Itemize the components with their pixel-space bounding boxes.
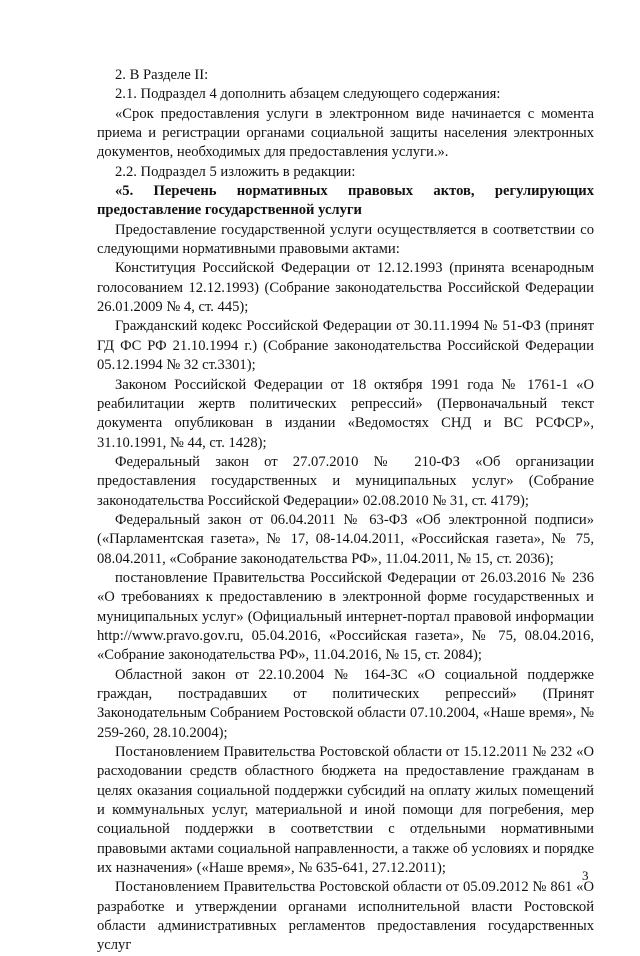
section-heading: 2. В Разделе II:	[115, 67, 209, 83]
legal-act-regional-decree-861: Постановлением Правительства Ростовской области от 05.09.2012 № 861 «О разработке и утверждении органами исполнительной власти Ростовской области административных регламентов предоставления государственных услуг	[97, 879, 594, 954]
added-paragraph: «Срок предоставления услуги в электронном виде начинается с момента приема и регистрации органами социальной защиты населения электронных документов, необходимых для предоставления услуги.».	[97, 105, 594, 161]
document-body	[97, 66, 594, 956]
subsection-4-instruction: 2.1. Подраздел 4 дополнить абзацем следующего содержания:	[115, 86, 501, 103]
legal-intro: Предоставление государственной услуги осуществляется в соответствии со следующими нормативными правовыми актами:	[97, 221, 594, 258]
legal-act-regional-decree-232: Постановлением Правительства Ростовской области от 15.12.2011 № 232 «О расходовании средств областного бюджета на предоставление гражданам в целях оказания социальной поддержки субсидий на оплату жилых помещений и коммунальных услуг, материальной и иной помощи для погребения, мер социальной поддержки в соответствии с отдельными нормативными правовыми актами социальной направленности, а также об условиях и порядке их назначения» («Наше время», № 635-641, 27.12.2011);	[97, 744, 594, 877]
legal-act-210-fz: Федеральный закон от 27.07.2010 № 210-ФЗ «Об организации предоставления государственных и муниципальных услуг» (Собрание законодательства Российской Федерации» 02.08.2010 № 31, ст. 4179);	[97, 453, 594, 509]
legal-act-government-decree-236: постановление Правительства Российской Федерации от 26.03.2016 № 236 «О требованиях к предоставлению в электронной форме государственных и муниципальных услуг» (Официальный интернет-портал правовой информации http://www.pravo.gov.ru, 05.04.2016, «Российская газета», № 75, 08.04.2016, «Собрание законодательства РФ», 11.04.2016, № 15, ст. 2084);	[97, 569, 594, 664]
legal-act-constitution: Конституция Российской Федерации от 12.12.1993 (принята всенародным голосованием 12.12.1993) (Собрание законодательства Российской Федерации 26.01.2009 № 4, ст. 445);	[97, 260, 594, 316]
subsection-5-title: «5. Перечень нормативных правовых актов, регулирующих предоставление государственной услуги	[97, 183, 594, 219]
legal-act-regional-law-164: Областной закон от 22.10.2004 № 164-ЗС «О социальной поддержке граждан, пострадавших от политических репрессий» (Принят Законодательным Собранием Ростовской области 07.10.2004, «Наше время», № 259-260, 28.10.2004);	[97, 666, 594, 741]
subsection-5-instruction: 2.2. Подраздел 5 изложить в редакции:	[115, 163, 356, 180]
legal-act-rehabilitation-law: Законом Российской Федерации от 18 октября 1991 года № 1761-1 «О реабилитации жертв политических репрессий» (Первоначальный текст документа опубликован в издании «Ведомостях СНД и ВС РСФСР», 31.10.1991, № 44, ст. 1428);	[97, 376, 594, 451]
page-number: 3	[582, 868, 589, 883]
legal-act-civil-code: Гражданский кодекс Российской Федерации от 30.11.1994 № 51-ФЗ (принят ГД ФС РФ 21.10.1994 г.) (Собрание законодательства Российской Федерации 05.12.1994 № 32 ст.3301);	[97, 318, 594, 374]
legal-act-63-fz: Федеральный закон от 06.04.2011 № 63-ФЗ «Об электронной подписи» («Парламентская газета», № 17, 08-14.04.2011, «Российская газета», № 75, 08.04.2011, «Собрание законодательства РФ», 11.04.2011, № 15, ст. 2036);	[97, 511, 594, 567]
